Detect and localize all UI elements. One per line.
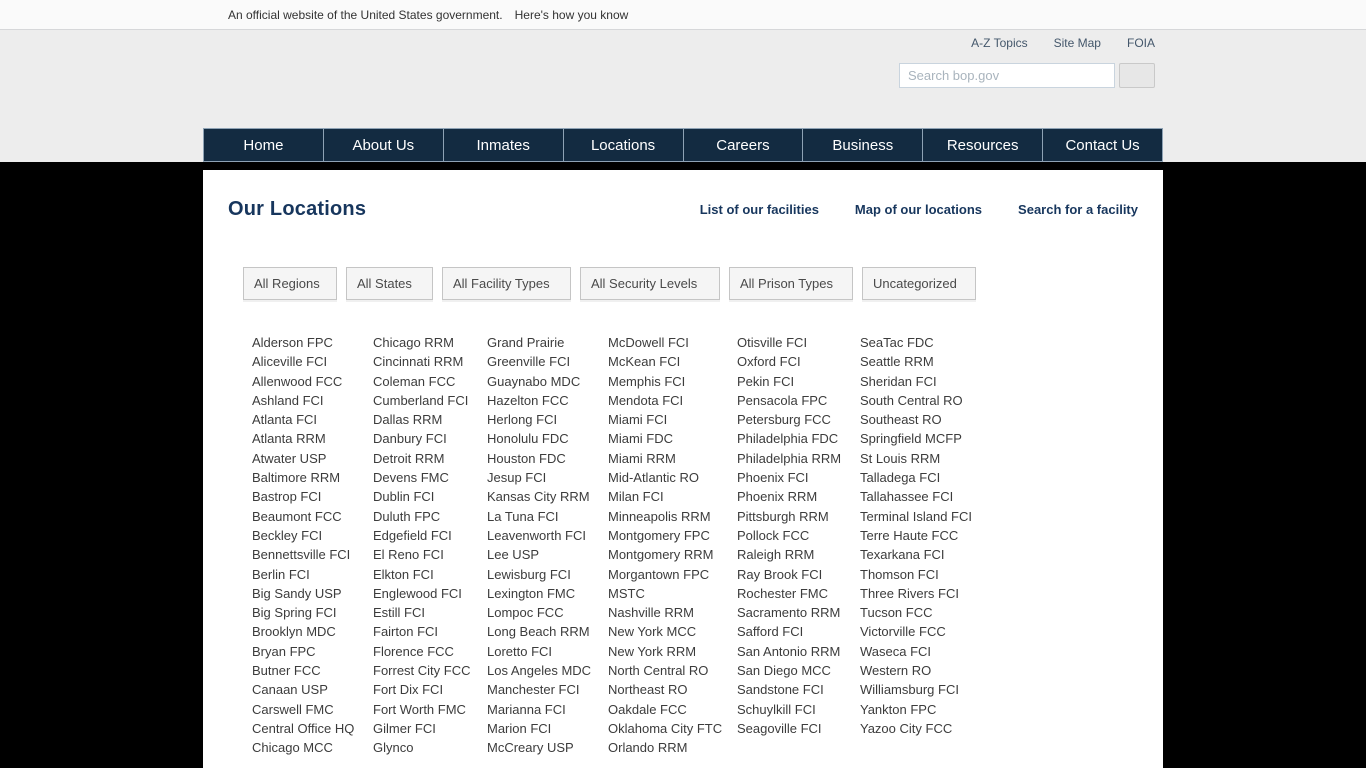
facility-link[interactable]: Marianna FCI xyxy=(487,701,566,717)
facility-link[interactable]: Northeast RO xyxy=(608,682,688,698)
facility-link[interactable]: Detroit RRM xyxy=(373,450,445,466)
facility-link[interactable]: Oakdale FCC xyxy=(608,701,687,717)
facility-link[interactable]: Marion FCI xyxy=(487,720,552,736)
facility-link[interactable]: Forrest City FCC xyxy=(373,663,471,679)
facility-link[interactable]: Minneapolis RRM xyxy=(608,508,711,524)
facility-link[interactable]: Houston FDC xyxy=(487,450,566,466)
facility-link[interactable]: Pollock FCC xyxy=(737,527,810,543)
facility-link[interactable]: Southeast RO xyxy=(860,412,942,428)
facility-link[interactable]: Milan FCI xyxy=(608,489,664,505)
gov-banner-text: An official website of the United States government. xyxy=(228,7,503,22)
facility-link[interactable]: Dublin FCI xyxy=(373,489,435,505)
facility-link[interactable]: Allenwood FCC xyxy=(252,373,343,389)
facility-link[interactable]: Oklahoma City FTC xyxy=(608,720,723,736)
facility-link[interactable]: McCreary USP xyxy=(487,740,574,756)
facility-link[interactable]: Thomson FCI xyxy=(860,566,939,582)
facility-link[interactable]: North Central RO xyxy=(608,663,709,679)
nav-item[interactable]: Careers xyxy=(683,129,803,161)
facility-link[interactable]: Canaan USP xyxy=(252,682,328,698)
facility-link[interactable]: Mendota FCI xyxy=(608,392,684,408)
facility-link[interactable]: Phoenix FCI xyxy=(737,470,809,486)
facility-link[interactable]: Brooklyn MDC xyxy=(252,624,336,640)
facility-link[interactable]: Fort Dix FCI xyxy=(373,682,444,698)
facility-link[interactable]: Lewisburg FCI xyxy=(487,566,571,582)
facility-link[interactable]: Fairton FCI xyxy=(373,624,439,640)
facility-link[interactable]: Montgomery FPC xyxy=(608,527,710,543)
facility-link[interactable]: Glynco xyxy=(373,740,414,756)
facility-link[interactable]: Beckley FCI xyxy=(252,527,323,543)
facility-link[interactable]: Terre Haute FCC xyxy=(860,527,959,543)
facility-link[interactable]: Jesup FCI xyxy=(487,470,547,486)
site-header xyxy=(0,30,1366,162)
filter-select[interactable]: All Security Levels xyxy=(580,267,720,300)
gov-banner xyxy=(0,0,1366,30)
utility-links xyxy=(203,36,1163,50)
view-option-link[interactable]: List of our facilities xyxy=(699,202,819,217)
facility-link[interactable]: Philadelphia FDC xyxy=(737,431,839,447)
facility-link[interactable]: Honolulu FDC xyxy=(487,431,569,447)
nav-item[interactable]: About Us xyxy=(323,129,443,161)
page-title: Our Locations xyxy=(228,198,367,220)
facility-link[interactable]: Cumberland FCI xyxy=(373,392,469,408)
facility-link[interactable]: Cincinnati RRM xyxy=(373,354,464,370)
facility-link[interactable]: Rochester FMC xyxy=(737,585,829,601)
facility-link[interactable]: New York RRM xyxy=(608,643,697,659)
facility-link[interactable]: Montgomery RRM xyxy=(608,547,714,563)
nav-item[interactable]: Locations xyxy=(563,129,683,161)
facility-link[interactable]: Chicago RRM xyxy=(373,335,454,350)
facility-link[interactable]: Seagoville FCI xyxy=(737,720,822,736)
facility-link[interactable]: Victorville FCC xyxy=(860,624,946,640)
facility-link[interactable]: Bennettsville FCI xyxy=(252,547,351,563)
facility-link[interactable]: Lee USP xyxy=(487,547,540,563)
facility-link[interactable]: Safford FCI xyxy=(737,624,804,640)
search-button[interactable] xyxy=(1119,63,1155,88)
facility-link[interactable]: Leavenworth FCI xyxy=(487,527,586,543)
facility-link[interactable]: Hazelton FCC xyxy=(487,392,569,408)
filter-bar xyxy=(243,267,1138,300)
facility-link[interactable]: McKean FCI xyxy=(608,354,681,370)
facility-link[interactable]: Carswell FMC xyxy=(252,701,334,717)
nav-item[interactable]: Contact Us xyxy=(1042,129,1162,161)
facility-link[interactable]: Lompoc FCC xyxy=(487,605,564,621)
facility-link[interactable]: Devens FMC xyxy=(373,470,449,486)
facility-link[interactable]: Kansas City RRM xyxy=(487,489,590,505)
facility-link[interactable]: Memphis FCI xyxy=(608,373,686,389)
facility-link[interactable]: Tallahassee FCI xyxy=(860,489,954,505)
facility-link[interactable]: Big Spring FCI xyxy=(252,605,337,621)
facility-link[interactable]: Gilmer FCI xyxy=(373,720,436,736)
facility-link[interactable]: Waseca FCI xyxy=(860,643,932,659)
facility-link[interactable]: New York MCC xyxy=(608,624,697,640)
facility-link[interactable]: Bastrop FCI xyxy=(252,489,322,505)
facility-link[interactable]: Loretto FCI xyxy=(487,643,553,659)
facility-link[interactable]: Estill FCI xyxy=(373,605,425,621)
facility-link[interactable]: Manchester FCI xyxy=(487,682,580,698)
facility-link[interactable]: La Tuna FCI xyxy=(487,508,559,524)
facility-column xyxy=(252,333,373,758)
filter-select[interactable]: All Prison Types xyxy=(729,267,853,300)
content-card xyxy=(203,170,1163,768)
facility-link[interactable]: Coleman FCC xyxy=(373,373,456,389)
facility-link[interactable]: Miami FCI xyxy=(608,412,668,428)
facility-link[interactable]: Pittsburgh RRM xyxy=(737,508,829,524)
facility-link[interactable]: Butner FCC xyxy=(252,663,321,679)
nav-item[interactable]: Home xyxy=(243,136,284,154)
facility-link[interactable]: Seattle RRM xyxy=(860,354,934,370)
facility-link[interactable]: Tucson FCC xyxy=(860,605,933,621)
search-area xyxy=(203,63,1163,88)
facility-link[interactable]: Williamsburg FCI xyxy=(860,682,959,698)
facility-link[interactable]: South Central RO xyxy=(860,392,963,408)
main-nav xyxy=(203,128,1163,162)
facility-link[interactable]: Dallas RRM xyxy=(373,412,443,428)
facility-link[interactable]: Guaynabo MDC xyxy=(487,373,581,389)
nav-item[interactable]: Inmates xyxy=(443,129,563,161)
facility-link[interactable]: Lexington FMC xyxy=(487,585,576,601)
facility-link[interactable]: MSTC xyxy=(608,585,645,601)
facility-link[interactable]: El Reno FCI xyxy=(373,547,444,563)
facility-column xyxy=(373,333,487,758)
facility-link[interactable]: Atwater USP xyxy=(252,450,327,466)
view-option-link[interactable]: Map of our locations xyxy=(854,202,983,217)
facility-link[interactable]: SeaTac FDC xyxy=(860,335,934,350)
facility-link[interactable]: Long Beach RRM xyxy=(487,624,590,640)
facility-link[interactable]: Sandstone FCI xyxy=(737,682,824,698)
nav-item[interactable]: Resources xyxy=(922,129,1042,161)
facility-link[interactable]: Nashville RRM xyxy=(608,605,694,621)
facility-link[interactable]: Florence FCC xyxy=(373,643,454,659)
facility-column xyxy=(487,333,608,758)
facility-link[interactable]: Western RO xyxy=(860,663,932,679)
facility-link[interactable]: Ashland FCI xyxy=(252,392,324,408)
facility-link[interactable]: Edgefield FCI xyxy=(373,527,452,543)
filter-select[interactable]: Uncategorized xyxy=(862,267,976,300)
facility-link[interactable]: McDowell FCI xyxy=(608,335,689,350)
facility-link[interactable]: San Diego MCC xyxy=(737,663,831,679)
facility-link[interactable]: Orlando RRM xyxy=(608,740,688,756)
facility-link[interactable]: Otisville FCI xyxy=(737,335,808,350)
facility-link[interactable]: Baltimore RRM xyxy=(252,470,341,486)
facility-link[interactable]: Grand Prairie xyxy=(487,335,565,350)
facility-link[interactable]: Texarkana FCI xyxy=(860,547,945,563)
search-input[interactable] xyxy=(899,63,1115,88)
filter-select[interactable]: All Facility Types xyxy=(442,267,571,300)
facility-link[interactable]: Danbury FCI xyxy=(373,431,447,447)
facility-link[interactable]: Three Rivers FCI xyxy=(860,585,959,601)
utility-link[interactable]: Site Map xyxy=(1053,36,1101,50)
facility-link[interactable]: Yazoo City FCC xyxy=(860,720,953,736)
facility-link[interactable]: Alderson FPC xyxy=(252,335,333,350)
facility-column xyxy=(860,333,1010,758)
facility-link[interactable]: Yankton FPC xyxy=(860,701,937,717)
facility-link[interactable]: Miami FDC xyxy=(608,431,673,447)
facility-link[interactable]: Morgantown FPC xyxy=(608,566,710,582)
facility-column xyxy=(608,333,737,758)
facility-column xyxy=(737,333,860,758)
facility-link[interactable]: Petersburg FCC xyxy=(737,412,831,428)
facility-link[interactable]: Ray Brook FCI xyxy=(737,566,823,582)
facility-link[interactable]: Herlong FCI xyxy=(487,412,558,428)
utility-link[interactable]: A-Z Topics xyxy=(971,36,1028,50)
facility-link[interactable]: Fort Worth FMC xyxy=(373,701,466,717)
facility-link[interactable]: Atlanta RRM xyxy=(252,431,326,447)
facility-link[interactable]: Pensacola FPC xyxy=(737,392,828,408)
facility-link[interactable]: Bryan FPC xyxy=(252,643,316,659)
facility-link[interactable]: Oxford FCI xyxy=(737,354,801,370)
filter-select[interactable]: All States xyxy=(346,267,433,300)
facility-link[interactable]: Elkton FCI xyxy=(373,566,434,582)
nav-item[interactable]: Business xyxy=(802,129,922,161)
facility-link[interactable]: Talladega FCI xyxy=(860,470,941,486)
facility-link[interactable]: Philadelphia RRM xyxy=(737,450,842,466)
facility-link[interactable]: Duluth FPC xyxy=(373,508,441,524)
facility-link[interactable]: Sacramento RRM xyxy=(737,605,841,621)
facility-list xyxy=(252,333,1138,758)
facility-link[interactable]: Chicago MCC xyxy=(252,740,333,756)
view-option-link[interactable]: Search for a facility xyxy=(1018,202,1138,217)
facility-link[interactable]: Central Office HQ xyxy=(252,720,355,736)
view-options xyxy=(700,202,1138,217)
facility-link[interactable]: Big Sandy USP xyxy=(252,585,342,601)
facility-link[interactable]: Phoenix RRM xyxy=(737,489,818,505)
facility-link[interactable]: Beaumont FCC xyxy=(252,508,342,524)
facility-link[interactable]: Sheridan FCI xyxy=(860,373,937,389)
gov-banner-how-link[interactable]: Here's how you know xyxy=(514,7,629,22)
facility-link[interactable]: Raleigh RRM xyxy=(737,547,815,563)
facility-link[interactable]: Berlin FCI xyxy=(252,566,310,582)
facility-link[interactable]: Los Angeles MDC xyxy=(487,663,592,679)
facility-link[interactable]: Pekin FCI xyxy=(737,373,795,389)
facility-link[interactable]: Miami RRM xyxy=(608,450,676,466)
facility-link[interactable]: Englewood FCI xyxy=(373,585,462,601)
facility-link[interactable]: Schuylkill FCI xyxy=(737,701,816,717)
facility-link[interactable]: Greenville FCI xyxy=(487,354,571,370)
facility-link[interactable]: Atlanta FCI xyxy=(252,412,318,428)
facility-link[interactable]: St Louis RRM xyxy=(860,450,941,466)
utility-link[interactable]: FOIA xyxy=(1126,36,1155,50)
facility-link[interactable]: Terminal Island FCI xyxy=(860,508,972,524)
facility-link[interactable]: San Antonio RRM xyxy=(737,643,841,659)
facility-link[interactable]: Mid-Atlantic RO xyxy=(608,470,700,486)
facility-link[interactable]: Aliceville FCI xyxy=(252,354,328,370)
facility-link[interactable]: Springfield MCFP xyxy=(860,431,962,447)
filter-select[interactable]: All Regions xyxy=(243,267,337,300)
